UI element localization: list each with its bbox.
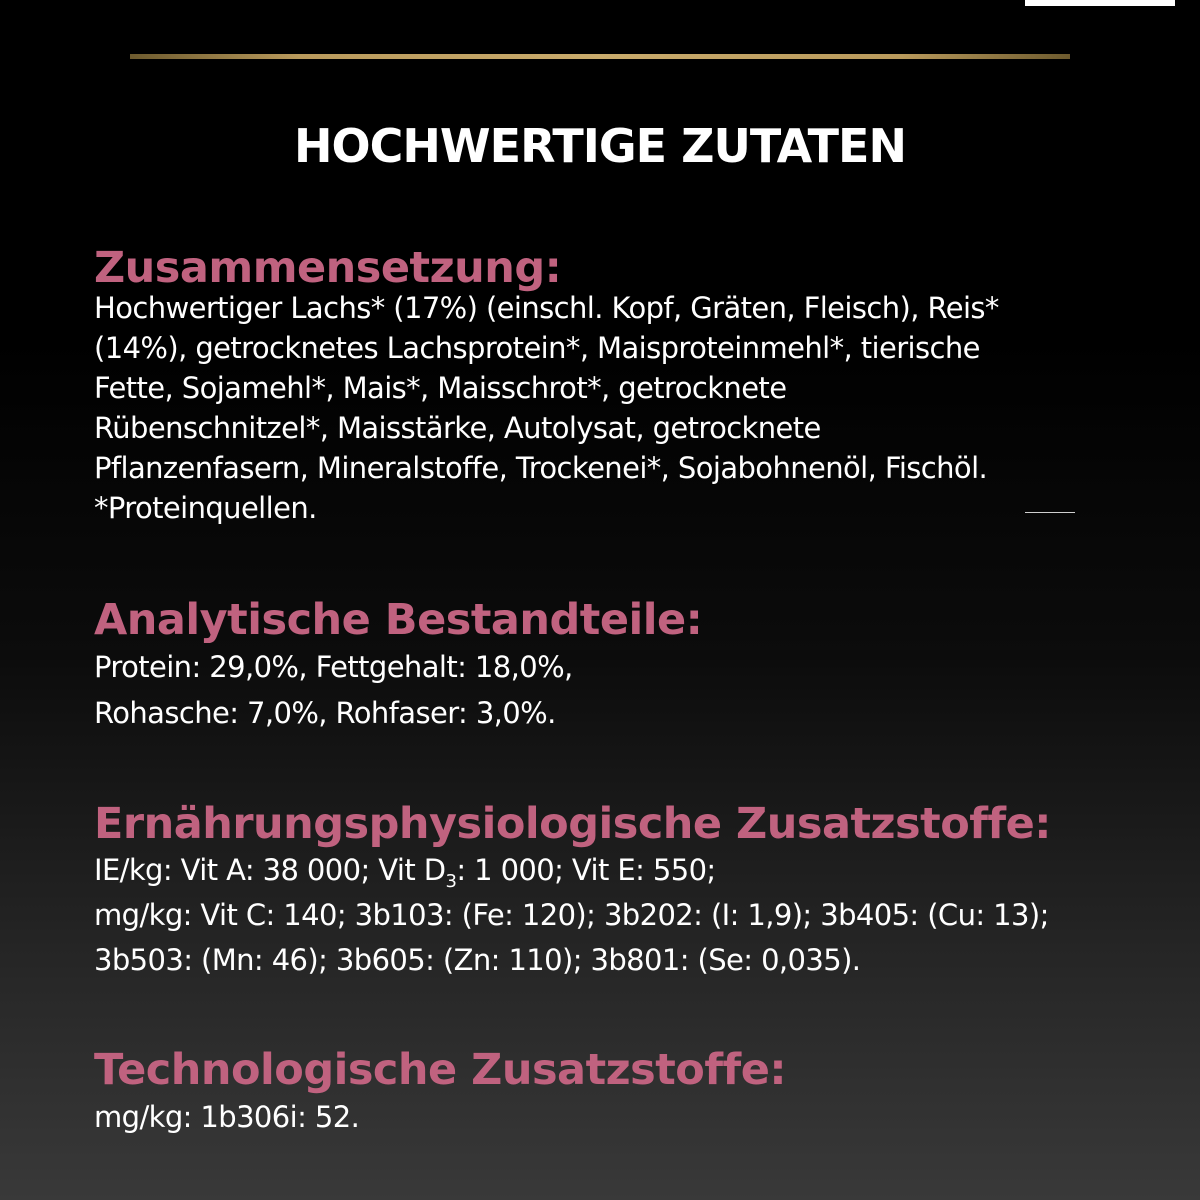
corner-artifact <box>1025 0 1175 6</box>
composition-line: Rübenschnitzel*, Maisstärke, Autolysat, getrocknete <box>94 411 821 445</box>
technological-text <box>94 1094 1164 1140</box>
composition-text <box>94 288 1164 528</box>
composition-section <box>94 244 1164 528</box>
analytic-heading: Analytische Bestandteile: <box>94 595 703 645</box>
composition-line: Fette, Sojamehl*, Mais*, Maisschrot*, getrocknete <box>94 371 787 405</box>
analytic-text <box>94 644 1164 736</box>
composition-heading: Zusammensetzung: <box>94 243 562 293</box>
vitamin-line-end: : 1 000; Vit E: 550; <box>456 853 716 887</box>
vitamin-d-subscript: 3 <box>445 871 457 892</box>
composition-line: Hochwertiger Lachs* (17%) (einschl. Kopf, Gräten, Fleisch), Reis* <box>94 291 999 325</box>
nutritional-section <box>94 800 1164 983</box>
technological-section <box>94 1046 1164 1140</box>
technological-heading: Technologische Zusatzstoffe: <box>94 1045 787 1095</box>
analytic-line: Protein: 29,0%, Fettgehalt: 18,0%, <box>94 650 573 684</box>
nutritional-line: mg/kg: Vit C: 140; 3b103: (Fe: 120); 3b202: (I: 1,9); 3b405: (Cu: 13); <box>94 898 1049 932</box>
nutritional-line <box>94 848 1164 893</box>
nutritional-heading: Ernährungsphysiologische Zusatzstoffe: <box>94 799 1052 849</box>
composition-line: *Proteinquellen. <box>94 491 317 525</box>
composition-line: (14%), getrocknetes Lachsprotein*, Maisproteinmehl*, tierische <box>94 331 980 365</box>
nutritional-line: 3b503: (Mn: 46); 3b605: (Zn: 110); 3b801: (Se: 0,035). <box>94 943 861 977</box>
technological-line: mg/kg: 1b306i: 52. <box>94 1100 360 1134</box>
gold-divider <box>130 54 1070 59</box>
stray-divider <box>1025 512 1075 513</box>
vitamin-line-start: IE/kg: Vit A: 38 000; Vit D <box>94 853 446 887</box>
analytic-section <box>94 596 1164 736</box>
composition-line: Pflanzenfasern, Mineralstoffe, Trockenei*, Sojabohnenöl, Fischöl. <box>94 451 988 485</box>
page-title: HOCHWERTIGE ZUTATEN <box>294 119 906 173</box>
analytic-line: Rohasche: 7,0%, Rohfaser: 3,0%. <box>94 696 556 730</box>
nutritional-text <box>94 848 1164 983</box>
